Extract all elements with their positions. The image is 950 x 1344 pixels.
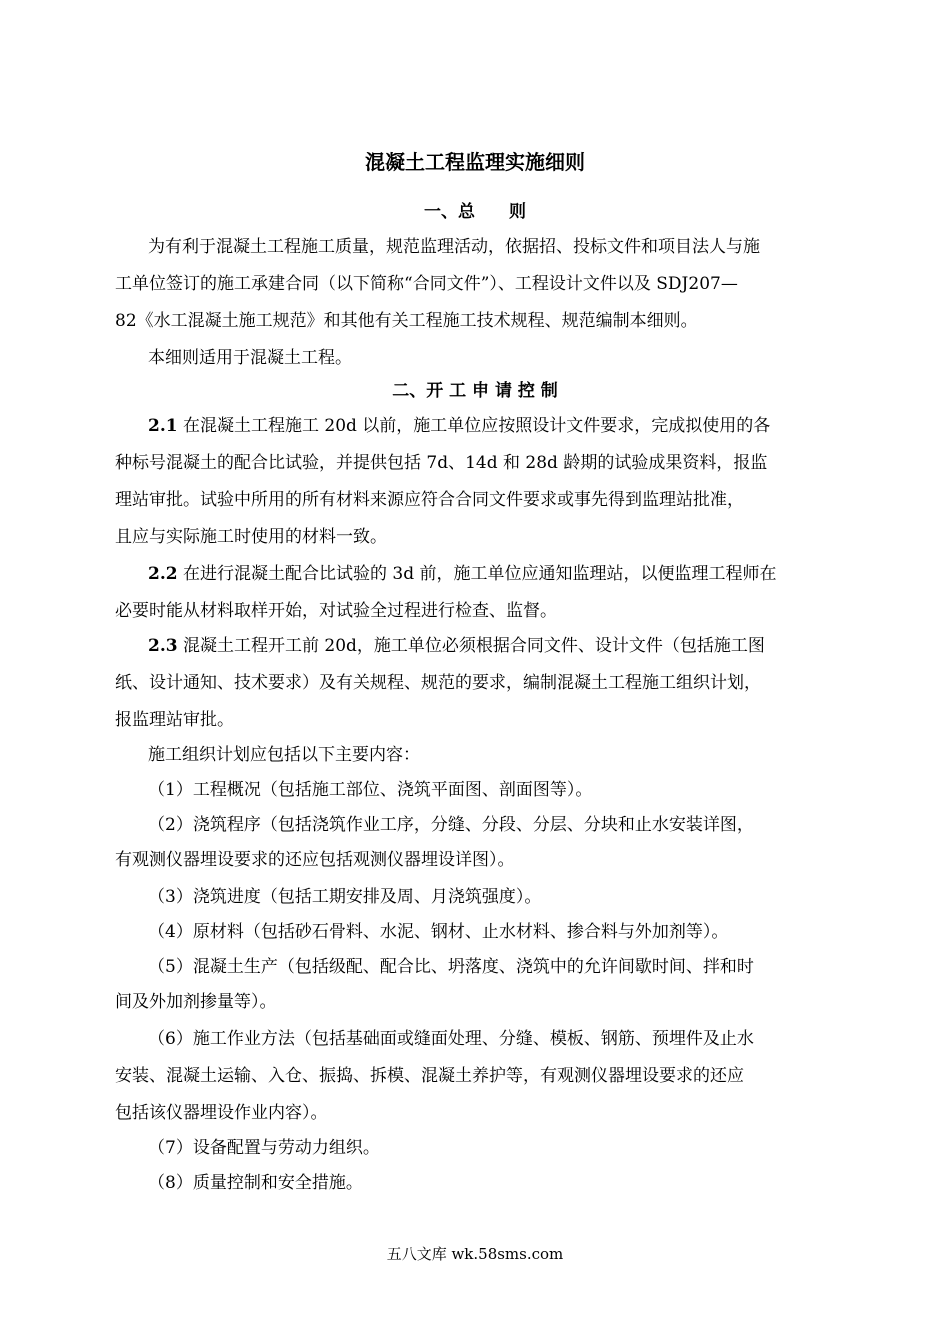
list-item-continuation: 间及外加剂掺量等）。 — [115, 992, 277, 1012]
list-item-continuation: 安装、混凝土运输、入仓、振捣、拆模、混凝土养护等，有观测仪器埋设要求的还应 — [115, 1066, 744, 1086]
section-1-heading: 一、总 则 — [424, 202, 526, 222]
paragraph-line: 纸、设计通知、技术要求）及有关规程、规范的要求，编制混凝土工程施工组织计划， — [115, 673, 761, 693]
paragraph-line: 理站审批。试验中所用的所有材料来源应符合合同文件要求或事先得到监理站批准， — [115, 490, 744, 510]
paragraph-line: 工单位签订的施工承建合同（以下简称“合同文件”）、工程设计文件以及 SDJ207— — [115, 274, 738, 294]
list-item: （6）施工作业方法（包括基础面或缝面处理、分缝、模板、钢筋、预埋件及止水 — [148, 1029, 754, 1049]
list-item: （4）原材料（包括砂石骨料、水泥、钢材、止水材料、掺合料与外加剂等）。 — [148, 922, 729, 942]
paragraph-line: 报监理站审批。 — [115, 710, 234, 730]
footer-watermark: 五八文库 wk.58sms.com — [386, 1245, 564, 1263]
clause-number: 2.3 — [148, 636, 178, 656]
list-item-continuation: 有观测仪器埋设要求的还应包括观测仪器埋设详图）。 — [115, 850, 515, 870]
clause-text: 在混凝土工程施工 20d 以前，施工单位应按照设计文件要求，完成拟使用的各 — [177, 416, 771, 436]
paragraph-line: 本细则适用于混凝土工程。 — [148, 348, 352, 368]
clause-text: 混凝土工程开工前 20d，施工单位必须根据合同文件、设计文件（包括施工图 — [177, 636, 765, 656]
plan-intro: 施工组织计划应包括以下主要内容： — [148, 745, 420, 765]
list-item: （5）混凝土生产（包括级配、配合比、坍落度、浇筑中的允许间歇时间、拌和时 — [148, 957, 754, 977]
list-item: （7）设备配置与劳动力组织。 — [148, 1138, 380, 1158]
paragraph-line: 种标号混凝土的配合比试验，并提供包括 7d、14d 和 28d 龄期的试验成果资料，报监 — [115, 453, 768, 473]
list-item: （1）工程概况（包括施工部位、浇筑平面图、剖面图等）。 — [148, 780, 593, 800]
clause-number: 2.2 — [148, 564, 178, 584]
list-item: （3）浇筑进度（包括工期安排及周、月浇筑强度）。 — [148, 887, 542, 907]
clause-2-3-first-line — [148, 634, 878, 658]
clause-text: 在进行混凝土配合比试验的 3d 前，施工单位应通知监理站，以便监理工程师在 — [177, 564, 777, 584]
paragraph-line: 为有利于混凝土工程施工质量，规范监理活动，依据招、投标文件和项目法人与施 — [148, 237, 760, 257]
paragraph-line: 必要时能从材料取样开始，对试验全过程进行检查、监督。 — [115, 601, 557, 621]
paragraph-line: 且应与实际施工时使用的材料一致。 — [115, 527, 387, 547]
clause-2-2-first-line — [148, 562, 878, 586]
list-item: （2）浇筑程序（包括浇筑作业工序，分缝、分段、分层、分块和止水安装详图， — [148, 815, 754, 835]
list-item-continuation: 包括该仪器埋设作业内容）。 — [115, 1103, 328, 1123]
clause-number: 2.1 — [148, 416, 178, 436]
section-2-heading: 二、开 工 申 请 控 制 — [392, 381, 558, 401]
document-title: 混凝土工程监理实施细则 — [365, 150, 585, 174]
paragraph-line: 82《水工混凝土施工规范》和其他有关工程施工技术规程、规范编制本细则。 — [115, 311, 698, 331]
clause-2-1-first-line — [148, 414, 878, 438]
list-item: （8）质量控制和安全措施。 — [148, 1173, 363, 1193]
